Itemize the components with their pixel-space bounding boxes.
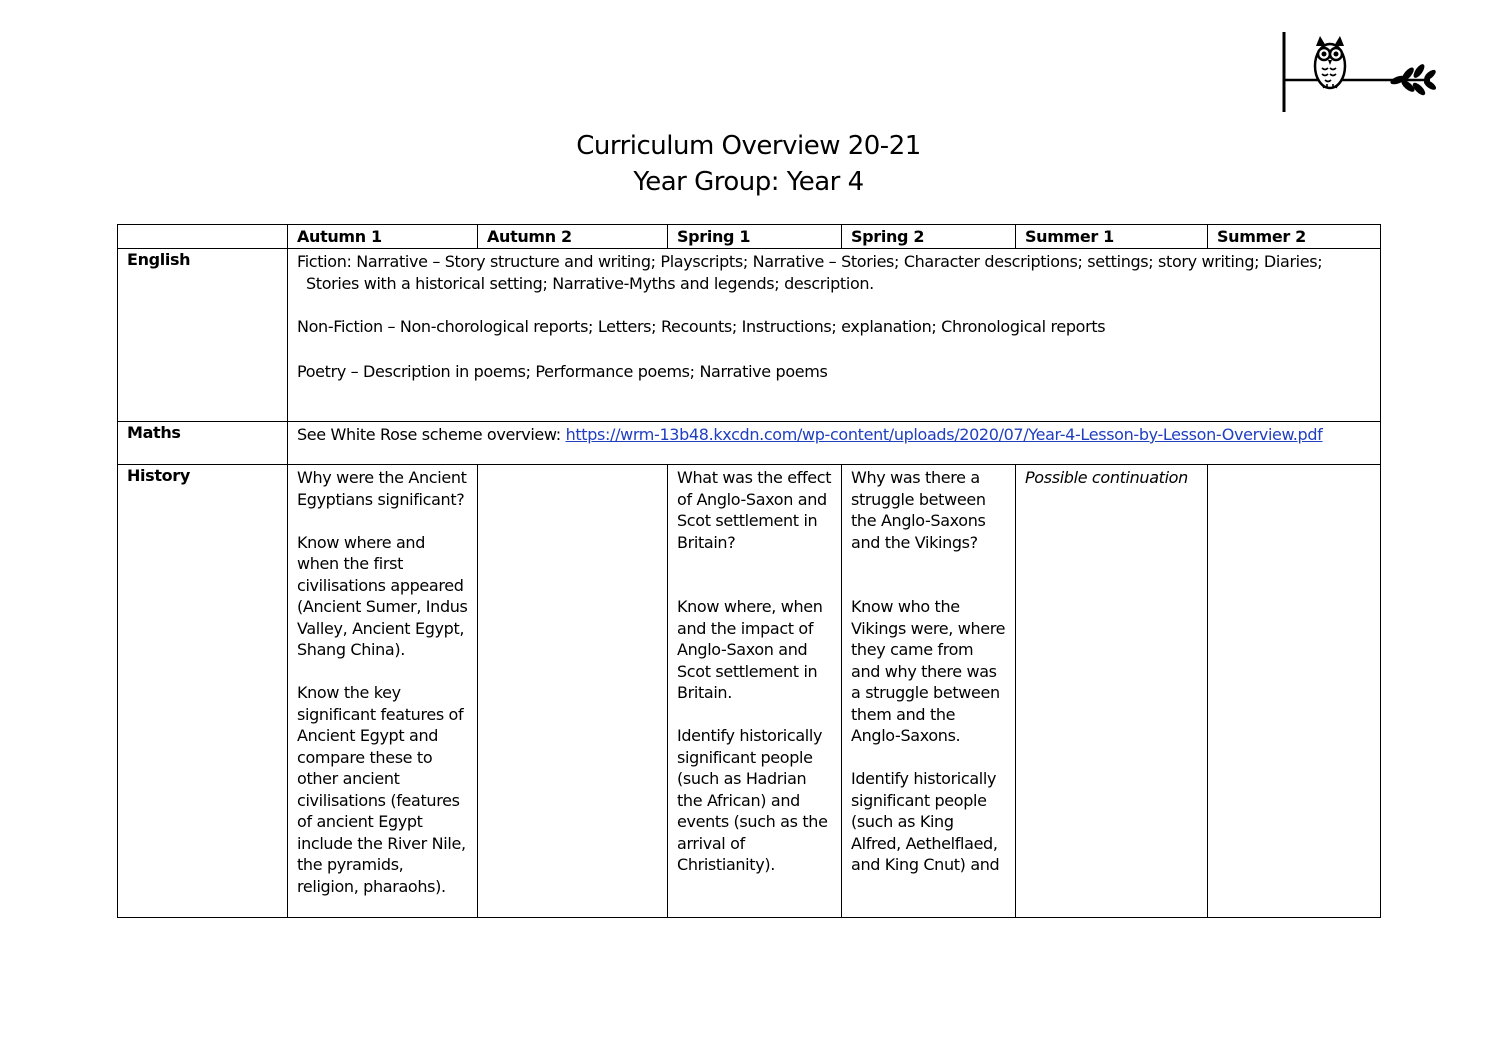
curriculum-table — [117, 224, 1381, 918]
maths-content — [288, 422, 1381, 465]
document-title — [0, 128, 1497, 200]
history-spring-2-objective-2: Identify historically significant people (such as King Alfred, Aethelflaed, and King Cnut) and — [851, 769, 1000, 874]
table-row-history — [118, 465, 1381, 918]
history-spring-1 — [668, 465, 842, 918]
english-non-fiction: Non-Fiction – Non-chorological reports; Letters; Recounts; Instructions; explanation; Chronological reports — [297, 316, 1106, 336]
white-rose-scheme-link[interactable]: https://wrm-13b48.kxcdn.com/wp-content/uploads/2020/07/Year-4-Lesson-by-Lesson-Overview.pdf — [565, 425, 1323, 444]
history-spring-1-question: What was the effect of Anglo-Saxon and Scot settlement in Britain? — [677, 468, 832, 552]
history-autumn-1-objective-2: Know the key significant features of Ancient Egypt and compare these to other ancient civilisations (features of ancient Egypt include the River Nile, the pyramids, religion, pharaohs). — [297, 683, 466, 896]
history-autumn-1 — [288, 465, 478, 918]
header-cell-autumn-2: Autumn 2 — [478, 225, 668, 249]
title-line-1: Curriculum Overview 20-21 — [576, 131, 921, 161]
subject-english: English — [118, 249, 288, 422]
header-cell-spring-1: Spring 1 — [668, 225, 842, 249]
history-autumn-2 — [478, 465, 668, 918]
maths-prefix: See White Rose scheme overview: — [297, 425, 566, 444]
history-spring-1-objective-2: Identify historically significant people (such as Hadrian the African) and events (such as the arrival of Christianity). — [677, 726, 828, 874]
header-cell-spring-2: Spring 2 — [842, 225, 1016, 249]
english-fiction: Fiction: Narrative – Story structure and writing; Playscripts; Narrative – Stories; Character descriptions; settings; story writing; Diaries; Stories with a historical setting; Narrative-Myths and legends; description. — [297, 252, 1323, 293]
subject-history: History — [118, 465, 288, 918]
history-autumn-1-question: Why were the Ancient Egyptians significant? — [297, 468, 467, 509]
header-cell-summer-2: Summer 2 — [1208, 225, 1381, 249]
table-header-row — [118, 225, 1381, 249]
header-cell-autumn-1: Autumn 1 — [288, 225, 478, 249]
title-line-2: Year Group: Year 4 — [633, 167, 864, 197]
history-spring-2 — [842, 465, 1016, 918]
history-spring-2-question: Why was there a struggle between the Anglo-Saxons and the Vikings? — [851, 468, 986, 552]
history-autumn-1-objective-1: Know where and when the first civilisations appeared (Ancient Sumer, Indus Valley, Ancient Egypt, Shang China). — [297, 532, 468, 659]
table-row-maths — [118, 422, 1381, 465]
header-cell-summer-1: Summer 1 — [1016, 225, 1208, 249]
english-content — [288, 249, 1381, 422]
header-cell-subject — [118, 225, 288, 249]
subject-maths: Maths — [118, 422, 288, 465]
english-poetry: Poetry – Description in poems; Performance poems; Narrative poems — [297, 362, 828, 381]
history-summer-2 — [1208, 465, 1381, 918]
history-spring-1-objective-1: Know where, when and the impact of Anglo-Saxon and Scot settlement in Britain. — [677, 597, 823, 702]
history-spring-2-objective-1: Know who the Vikings were, where they came from and why there was a struggle between them and the Anglo-Saxons. — [851, 597, 1006, 745]
owl-logo-icon — [1280, 30, 1440, 114]
table-row-english — [118, 249, 1381, 422]
history-summer-1: Possible continuation — [1016, 465, 1208, 918]
